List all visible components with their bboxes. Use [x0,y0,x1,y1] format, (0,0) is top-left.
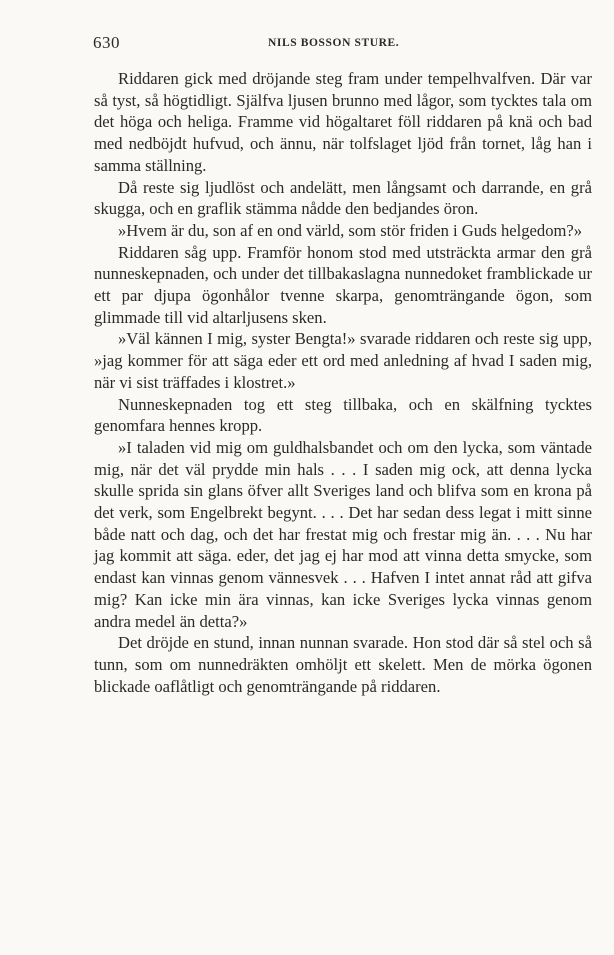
paragraph: »Väl kännen I mig, syster Bengta!» svarade riddaren och reste sig upp, »jag kommer för att säga eder ett ord med anledning af hvad I saden mig, när vi sist träffades i klostret.» [94,329,592,392]
paragraph: »Hvem är du, son af en ond värld, som stör friden i Guds helgedom?» [118,220,583,240]
paragraph: »I taladen vid mig om guldhalsbandet och om den lycka, som väntade mig, när det väl prydde min hals . . . I saden mig ock, att denna lycka skulle sprida sin glans öfver allt Sveriges land och blifva som en krona på det verk, som Engelbrekt begynt. . . . Det har sedan dess legat i mitt sinne både natt och dag, och det har frestat mig och frestar mig än. . . . Nu har jag kommit att säga. eder, det jag ej har mod att vinna detta smycke, som endast kan vinnas genom vännesvek . . . Hafven I intet annat råd att gifva mig? Kan icke min ära vinnas, kan icke Sveriges lycka vinnas genom andra medel än detta?» [94,437,592,631]
paragraph: Riddaren såg upp. Framför honom stod med utsträckta armar den grå nunneskepnaden, och under det tillbakaslagna nunnedoket framblickade ur ett par djupa ögonhålor tvenne skarpa, genomträngande ögon, som glimmade till vid altarljusens sken. [94,242,592,327]
paragraph: Det dröjde en stund, innan nunnan svarade. Hon stod där så stel och så tunn, som om nunnedräkten omhöljt ett skelett. Men de mörka ögonen blickade oaflåtligt och genomträngande på riddaren. [94,633,592,696]
body-text [94,68,592,697]
paragraph: Då reste sig ljudlöst och andelätt, men långsamt och darrande, en grå skugga, och en graflik stämma nådde den bedjandes öron. [94,177,592,219]
paragraph: Nunneskepnaden tog ett steg tillbaka, och en skälfning tycktes genomfara hennes kropp. [94,394,592,436]
running-title: NILS BOSSON STURE. [268,37,400,49]
page-number: 630 [93,33,120,52]
paragraph: Riddaren gick med dröjande steg fram under tempelhvalfven. Där var så tyst, så högtidligt. Själfva ljusen brunno med lågor, som tycktes tala om det höga och heliga. Framme vid högaltaret föll riddaren på knä och bad med nedböjdt hufvud, och ännu, när tolfslaget ljöd från tornet, låg han i samma ställning. [94,69,592,175]
